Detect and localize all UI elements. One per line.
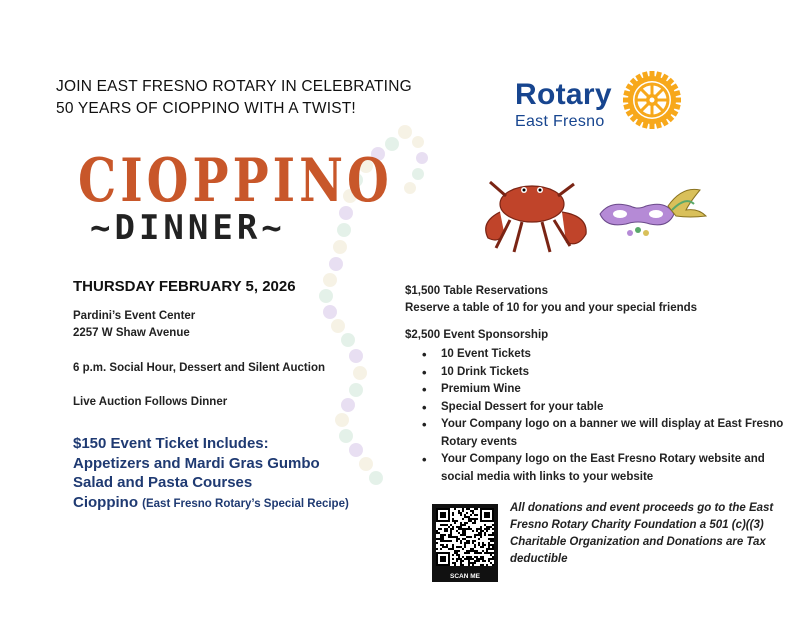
event-date: THURSDAY FEBRUARY 5, 2026 <box>73 278 296 295</box>
rotary-wheel-icon <box>620 68 684 132</box>
event-subtitle: ~DINNER~ <box>90 208 286 248</box>
ticket-heading: $150 Event Ticket Includes: <box>73 435 269 452</box>
list-item: • Premium Wine <box>420 381 790 399</box>
qr-label: SCAN ME <box>450 573 480 580</box>
ticket-item: Salad and Pasta Courses <box>73 474 253 491</box>
event-schedule: 6 p.m. Social Hour, Dessert and Silent Auction <box>73 362 325 374</box>
event-title: CIOPPINO <box>78 146 393 216</box>
table-text: Reserve a table of 10 for you and your special friends <box>405 302 698 314</box>
headline <box>56 76 412 120</box>
sponsorship-heading: $2,500 Event Sponsorship <box>405 329 549 341</box>
ticket-info <box>73 434 349 514</box>
headline-line-2: 50 YEARS OF CIOPPINO WITH A TWIST! <box>56 100 356 117</box>
venue-block <box>73 308 195 342</box>
qr-code[interactable] <box>432 504 498 582</box>
mardi-gras-mask-image <box>590 180 710 240</box>
qr-code-pattern <box>436 508 494 566</box>
rotary-logo-subtitle: East Fresno <box>515 113 605 130</box>
auction-note: Live Auction Follows Dinner <box>73 396 228 408</box>
ticket-item-note: (East Fresno Rotary’s Special Recipe) <box>142 497 349 510</box>
headline-line-1: JOIN EAST FRESNO ROTARY IN CELEBRATING <box>56 78 412 95</box>
table-reservations <box>405 283 697 317</box>
ticket-item: Appetizers and Mardi Gras Gumbo <box>73 454 320 472</box>
list-item: • 10 Drink Tickets <box>420 364 790 382</box>
list-item: • Special Dessert for your table <box>420 399 790 417</box>
sponsorship-list <box>420 346 790 486</box>
list-item: • 10 Event Tickets <box>420 346 790 364</box>
list-item: • Your Company logo on the East Fresno Rotary website and social media with links to your website <box>420 451 790 486</box>
venue-name: Pardini’s Event Center <box>73 310 196 322</box>
crab-image <box>470 172 605 257</box>
ticket-item-name: Cioppino <box>73 493 138 511</box>
venue-address: 2257 W Shaw Avenue <box>73 327 190 339</box>
list-item: • Your Company logo on a banner we will display at East Fresno Rotary events <box>420 416 790 451</box>
table-heading: $1,500 Table Reservations <box>405 285 548 297</box>
rotary-logo-wordmark: Rotary <box>515 78 612 111</box>
ticket-item-cioppino <box>73 493 349 515</box>
qr-code-icon <box>436 508 494 566</box>
donation-note: All donations and event proceeds go to the East Fresno Rotary Charity Foundation a 501 (c)((3) Charitable Organization and Donations are Tax deductible <box>510 502 774 565</box>
